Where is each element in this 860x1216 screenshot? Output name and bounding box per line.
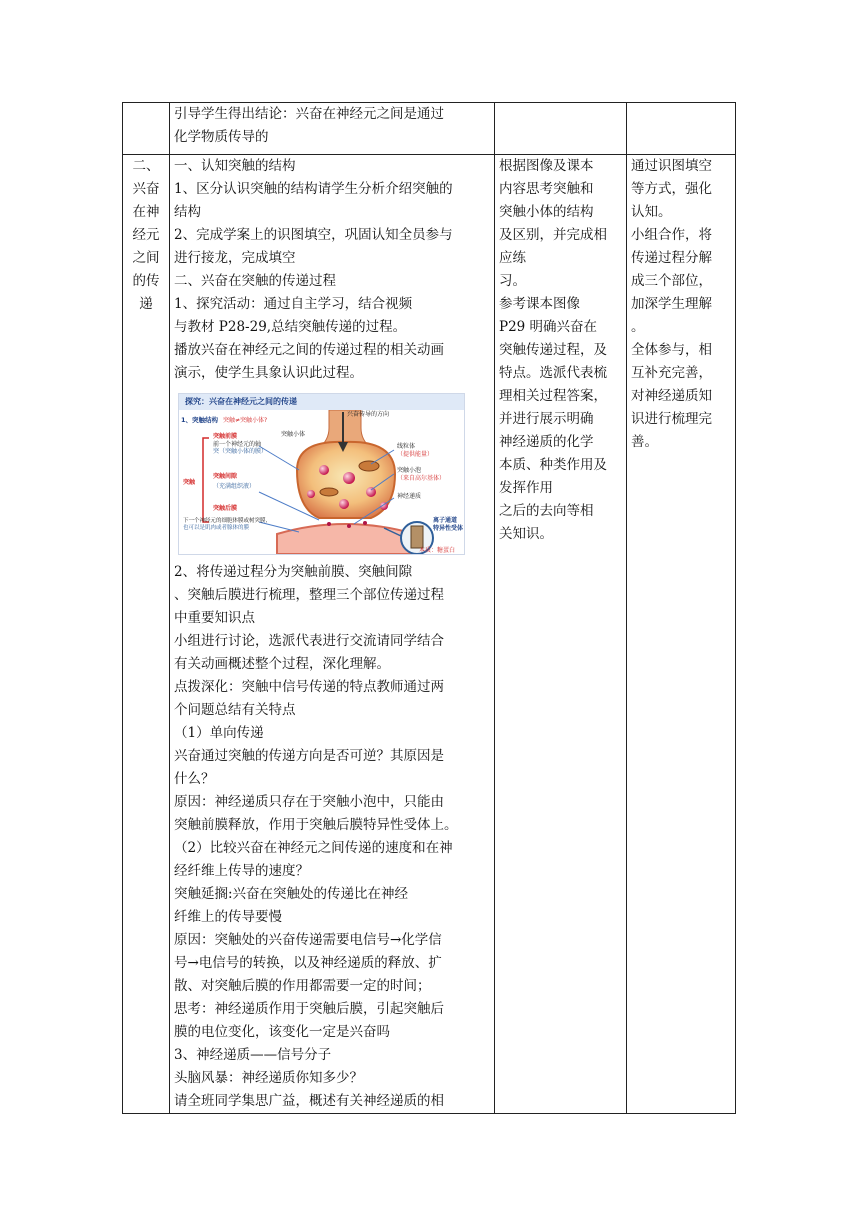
student-activity-cell bbox=[495, 155, 627, 1114]
presynaptic-note-2: 突（突触小体的膜） bbox=[213, 448, 268, 455]
text-line: 2、将传递过程分为突触前膜、突触间隙 bbox=[174, 564, 413, 580]
text-line: 兴奋通过突触的传递方向是否可逆？其原因是 bbox=[174, 748, 444, 764]
text-line: 等方式，强化 bbox=[631, 181, 712, 197]
table-row bbox=[123, 103, 736, 155]
teacher-activity-cell bbox=[170, 155, 495, 1114]
vesicle-shape bbox=[307, 490, 315, 498]
structure-title: 1、突触结构 bbox=[181, 416, 219, 424]
text-line: 理相关过程答案， bbox=[499, 388, 607, 404]
mitochondrion-shape bbox=[320, 488, 338, 496]
text-line: 。 bbox=[631, 319, 645, 335]
text-line: 二、兴奋在突触的传递过程 bbox=[174, 273, 336, 289]
vesicle-note: （来自高尔基体） bbox=[397, 475, 446, 482]
synapse-bracket bbox=[203, 438, 209, 522]
text-line: 内容思考突触和 bbox=[499, 181, 594, 197]
content-before-figure bbox=[174, 155, 490, 385]
synapse-illustration bbox=[179, 410, 464, 554]
text-line: 、突触后膜进行梳理，整理三个部位传递过程 bbox=[174, 587, 444, 603]
text-line: 突触前膜释放，作用于突触后膜特异性受体上。 bbox=[174, 817, 458, 833]
postsynaptic-label: 突触后膜 bbox=[213, 505, 238, 512]
text-line: 播放兴奋在神经元之间的传递过程的相关动画 bbox=[174, 342, 444, 358]
postsynaptic-note-2: 也可以是肌肉或者腺体的膜 bbox=[183, 525, 250, 531]
stage-cell bbox=[123, 103, 170, 155]
stage-line: 递 bbox=[139, 296, 153, 312]
text-line: 与教材 P28-29,总结突触传递的过程。 bbox=[174, 319, 407, 335]
text-line: 根据图像及课本 bbox=[499, 158, 594, 174]
text-line: 突触传递过程，及 bbox=[499, 342, 607, 358]
text-line: 膜的电位变化，该变化一定是兴奋吗 bbox=[174, 1024, 390, 1040]
ion-channel-shape bbox=[411, 526, 423, 548]
structure-question: 突触≠突触小体? bbox=[223, 417, 268, 424]
text-line: 演示，使学生具象认识此过程。 bbox=[174, 365, 363, 381]
text-line: 1、区分认识突触的结构请学生分析介绍突触的 bbox=[174, 181, 453, 197]
text-line: 经纤维上传导的速度？ bbox=[174, 863, 309, 879]
text-line: 小组合作，将 bbox=[631, 227, 712, 243]
stage-line: 二、 bbox=[132, 158, 160, 174]
text-line: 结构 bbox=[174, 204, 201, 220]
vesicle-label: 突触小泡 bbox=[397, 467, 422, 474]
direction-label: 兴奋传导的方向 bbox=[347, 411, 390, 418]
stage-line: 在神 bbox=[132, 204, 160, 220]
text-line: 原因：神经递质只存在于突触小泡中，只能由 bbox=[174, 794, 444, 810]
text-line: 对神经递质知 bbox=[631, 388, 712, 404]
receptor-label: 特异性受体 bbox=[433, 525, 464, 532]
lesson-plan-table bbox=[122, 102, 736, 1114]
ion-channel-label: 离子通道 bbox=[433, 517, 458, 524]
text-line: 突触小体的结构 bbox=[499, 204, 594, 220]
text-line: 加深学生理解 bbox=[631, 296, 712, 312]
text-line: 神经递质的化学 bbox=[499, 434, 594, 450]
design-intent-cell bbox=[627, 155, 736, 1114]
synapse-label: 突触 bbox=[183, 479, 196, 486]
text-line: 2、完成学案上的识图填空，巩固认知全员参与 bbox=[174, 227, 453, 243]
stage-line: 的传 bbox=[132, 273, 160, 289]
text-line: 认知。 bbox=[631, 204, 672, 220]
text-line: （1）单向传递 bbox=[174, 725, 264, 741]
text-line: 原因：突触处的兴奋传递需要电信号→化学信 bbox=[174, 932, 442, 948]
stage-line: 经元 bbox=[132, 227, 160, 243]
text-line: 纤维上的传导要慢 bbox=[174, 909, 282, 925]
text-line: 本质、种类作用及 bbox=[499, 457, 607, 473]
student-activity-cell bbox=[495, 103, 627, 155]
text-line: 小组进行讨论，选派代表进行交流请同学结合 bbox=[174, 633, 444, 649]
synaptic-body-label: 突触小体 bbox=[281, 431, 306, 438]
text-line: 通过识图填空 bbox=[631, 158, 712, 174]
content-after-figure bbox=[174, 561, 490, 1113]
text-line: 什么？ bbox=[174, 771, 215, 787]
text-line: 关知识。 bbox=[499, 526, 553, 542]
diagram-header: 探究：兴奋在神经元之间的传递 bbox=[179, 394, 464, 410]
text-line: 散、对突触后膜的作用都需要一定的时间； bbox=[174, 978, 431, 994]
text-line: 思考：神经递质作用于突触后膜，引起突触后 bbox=[174, 1001, 444, 1017]
text-line: 习。 bbox=[499, 273, 526, 289]
text-line: 成三个部位， bbox=[631, 273, 712, 289]
text-line: 一、认知突触的结构 bbox=[174, 158, 296, 174]
stage-cell bbox=[123, 155, 170, 1114]
text-line: 点拨深化：突触中信号传递的特点教师通过两 bbox=[174, 679, 444, 695]
text-line: 全体参与，相 bbox=[631, 342, 712, 358]
text-line: 引导学生得出结论：兴奋在神经元之间是通过 bbox=[174, 106, 444, 122]
mitochondria-label: 线粒体 bbox=[397, 443, 416, 450]
teacher-activity-cell bbox=[170, 103, 495, 155]
text-line: 进行接龙，完成填空 bbox=[174, 250, 296, 266]
text-line: 之后的去向等相 bbox=[499, 503, 594, 519]
presynaptic-note-1: 前一个神经元的轴 bbox=[213, 441, 262, 448]
vesicle-shape bbox=[366, 487, 376, 497]
text-line: 突触延搁:兴奋在突触处的传递比在神经 bbox=[174, 886, 409, 902]
text-line: 有关动画概述整个过程，深化理解。 bbox=[174, 656, 390, 672]
text-line: 传递过程分解 bbox=[631, 250, 712, 266]
text-line: 识进行梳理完 bbox=[631, 411, 712, 427]
text-line: 1、探究活动：通过自主学习，结合视频 bbox=[174, 296, 413, 312]
vesicle-shape bbox=[319, 465, 329, 475]
text-line: 并进行展示明确 bbox=[499, 411, 594, 427]
text-line: P29 明确兴奋在 bbox=[499, 319, 598, 335]
text-line: 应练 bbox=[499, 250, 526, 266]
design-intent-cell bbox=[627, 103, 736, 155]
text-line: 善。 bbox=[631, 434, 658, 450]
text-line: 及区别，并完成相 bbox=[499, 227, 607, 243]
vesicle-shape bbox=[343, 472, 355, 484]
vesicle-shape bbox=[339, 499, 349, 509]
mitochondrion-shape bbox=[359, 461, 379, 471]
stage-line: 兴奋 bbox=[132, 181, 160, 197]
postsynaptic-shape bbox=[277, 524, 415, 554]
presynaptic-label: 突触前膜 bbox=[213, 433, 238, 440]
text-line: （2）比较兴奋在神经元之间传递的速度和在神 bbox=[174, 840, 453, 856]
text-line: 请全班同学集思广益，概述有关神经递质的相 bbox=[174, 1093, 444, 1109]
synapse-diagram bbox=[178, 393, 465, 555]
postsynaptic-note-1: 下一个神经元的细胞体膜或树突膜, bbox=[183, 518, 268, 524]
mitochondria-note: （提供能量） bbox=[397, 451, 434, 458]
text-line: 3、神经递质——信号分子 bbox=[174, 1047, 332, 1063]
text-line: 特点。选派代表梳 bbox=[499, 365, 607, 381]
text-line: 头脑风暴：神经递质你知多少？ bbox=[174, 1070, 363, 1086]
text-line: 号→电信号的转换，以及神经递质的释放、扩 bbox=[174, 955, 442, 971]
text-line: 中重要知识点 bbox=[174, 610, 255, 626]
text-line: 发挥作用 bbox=[499, 480, 553, 496]
text-line: 参考课本图像 bbox=[499, 296, 580, 312]
cleft-label: 突触间隙 bbox=[213, 473, 238, 480]
text-line: 化学物质传导的 bbox=[174, 129, 269, 145]
nature-label: 本质：糖蛋白 bbox=[419, 547, 456, 554]
text-line: 互补充完善， bbox=[631, 365, 712, 381]
transmitter-label: 神经递质 bbox=[397, 493, 422, 500]
table-row bbox=[123, 155, 736, 1114]
stage-line: 之间 bbox=[132, 250, 160, 266]
cleft-note: （充满组织液） bbox=[213, 483, 256, 490]
text-line: 个问题总结有关特点 bbox=[174, 702, 296, 718]
